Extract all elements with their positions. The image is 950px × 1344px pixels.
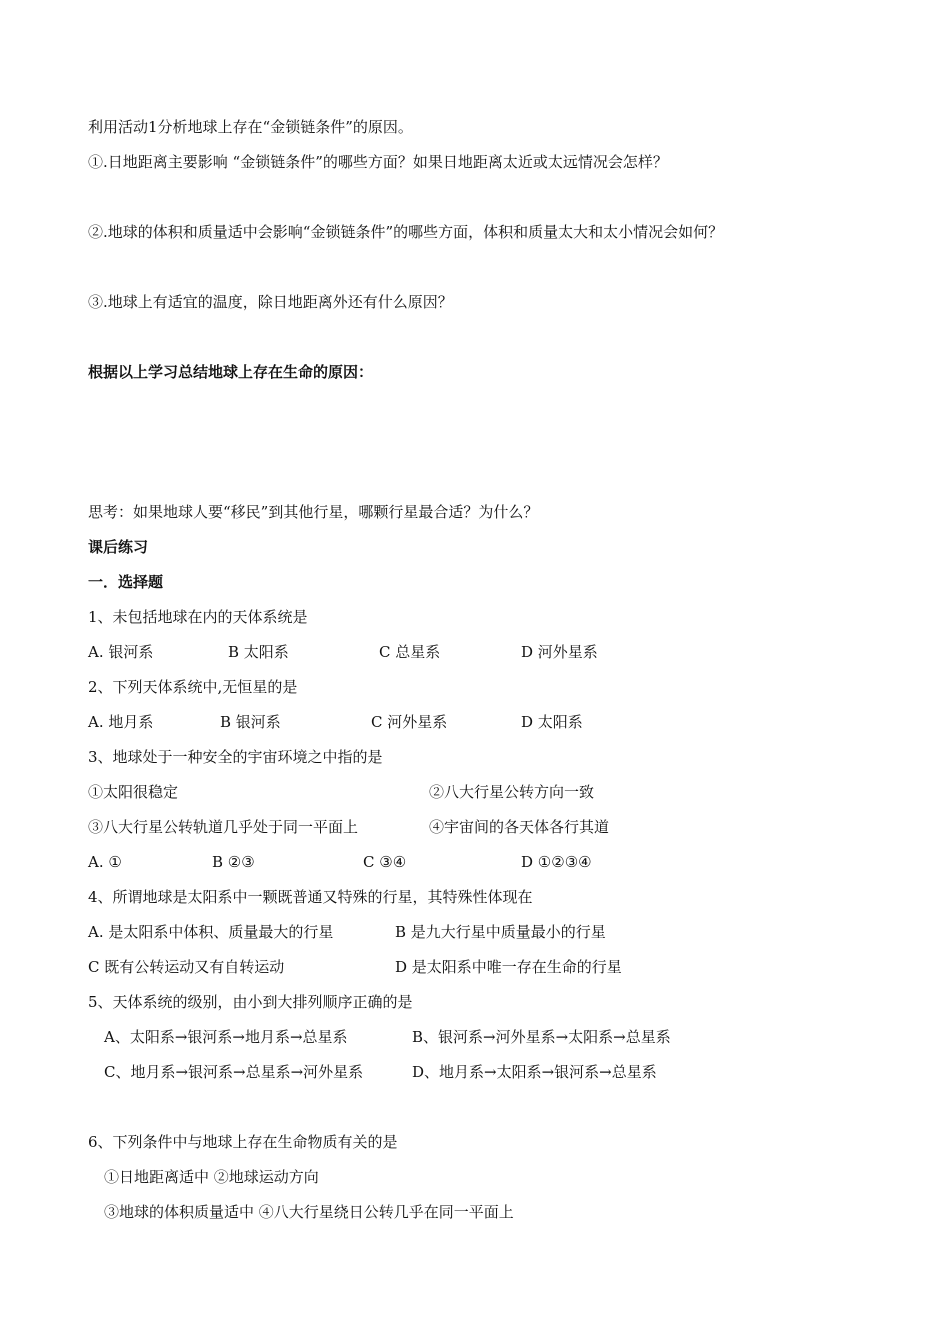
question-5-stem: 5、天体系统的级别，由小到大排列顺序正确的是 xyxy=(88,993,413,1011)
question-4-option-d: D 是太阳系中唯一存在生命的行星 xyxy=(395,958,622,976)
question-6-stem: 6、下列条件中与地球上存在生命物质有关的是 xyxy=(88,1133,398,1151)
question-1-option-d: D 河外星系 xyxy=(521,643,598,661)
question-2-option-b: B 银河系 xyxy=(220,713,281,731)
question-2-option-c: C 河外星系 xyxy=(371,713,448,731)
intro-question-2: ②.地球的体积和质量适中会影响“金锁链条件”的哪些方面，体积和质量太大和太小情况会如何？ xyxy=(88,223,724,241)
question-3-statement-2: ②八大行星公转方向一致 xyxy=(429,783,595,801)
question-5-option-b: B、银河系→河外星系→太阳系→总星系 xyxy=(412,1028,671,1046)
intro-question-3: ③.地球上有适宜的温度，除日地距离外还有什么原因？ xyxy=(88,293,453,311)
question-1-stem: 1、未包括地球在内的天体系统是 xyxy=(88,608,308,626)
question-2-stem: 2、下列天体系统中,无恒星的是 xyxy=(88,678,298,696)
question-3-statement-1: ①太阳很稳定 xyxy=(88,783,179,801)
summary-heading: 根据以上学习总结地球上存在生命的原因： xyxy=(88,363,374,381)
question-6-statements-2: ③地球的体积质量适中 ④八大行星绕日公转几乎在同一平面上 xyxy=(104,1203,514,1221)
intro-lead: 利用活动1分析地球上存在“金锁链条件”的原因。 xyxy=(88,118,413,136)
question-5-option-c: C、地月系→银河系→总星系→河外星系 xyxy=(104,1063,364,1081)
question-6-statements-1: ①日地距离适中 ②地球运动方向 xyxy=(104,1168,319,1186)
question-1-option-b: B 太阳系 xyxy=(228,643,289,661)
question-1-option-c: C 总星系 xyxy=(379,643,441,661)
question-2-option-a: A. 地月系 xyxy=(88,713,154,731)
question-5-option-a: A、太阳系→银河系→地月系→总星系 xyxy=(104,1028,348,1046)
think-question: 思考：如果地球人要“移民”到其他行星，哪颗行星最合适？为什么？ xyxy=(88,503,539,521)
question-2-option-d: D 太阳系 xyxy=(521,713,583,731)
question-3-option-a: A. ① xyxy=(88,853,122,871)
question-3-stem: 3、地球处于一种安全的宇宙环境之中指的是 xyxy=(88,748,383,766)
section-title: 一．选择题 xyxy=(88,573,164,591)
question-3-option-c: C ③④ xyxy=(363,853,407,871)
question-5-option-d: D、地月系→太阳系→银河系→总星系 xyxy=(412,1063,657,1081)
question-3-statement-4: ④宇宙间的各天体各行其道 xyxy=(429,818,610,836)
question-4-option-c: C 既有公转运动又有自转运动 xyxy=(88,958,285,976)
question-4-option-b: B 是九大行星中质量最小的行星 xyxy=(395,923,606,941)
question-4-stem: 4、所谓地球是太阳系中一颗既普通又特殊的行星，其特殊性体现在 xyxy=(88,888,533,906)
question-1-option-a: A. 银河系 xyxy=(88,643,154,661)
question-4-option-a: A. 是太阳系中体积、质量最大的行星 xyxy=(88,923,334,941)
question-3-statement-3: ③八大行星公转轨道几乎处于同一平面上 xyxy=(88,818,359,836)
question-3-option-d: D ①②③④ xyxy=(521,853,592,871)
intro-question-1: ①.日地距离主要影响 “金锁链条件”的哪些方面？如果日地距离太近或太远情况会怎样？ xyxy=(88,153,668,171)
question-3-option-b: B ②③ xyxy=(212,853,255,871)
exercise-title: 课后练习 xyxy=(88,538,149,556)
